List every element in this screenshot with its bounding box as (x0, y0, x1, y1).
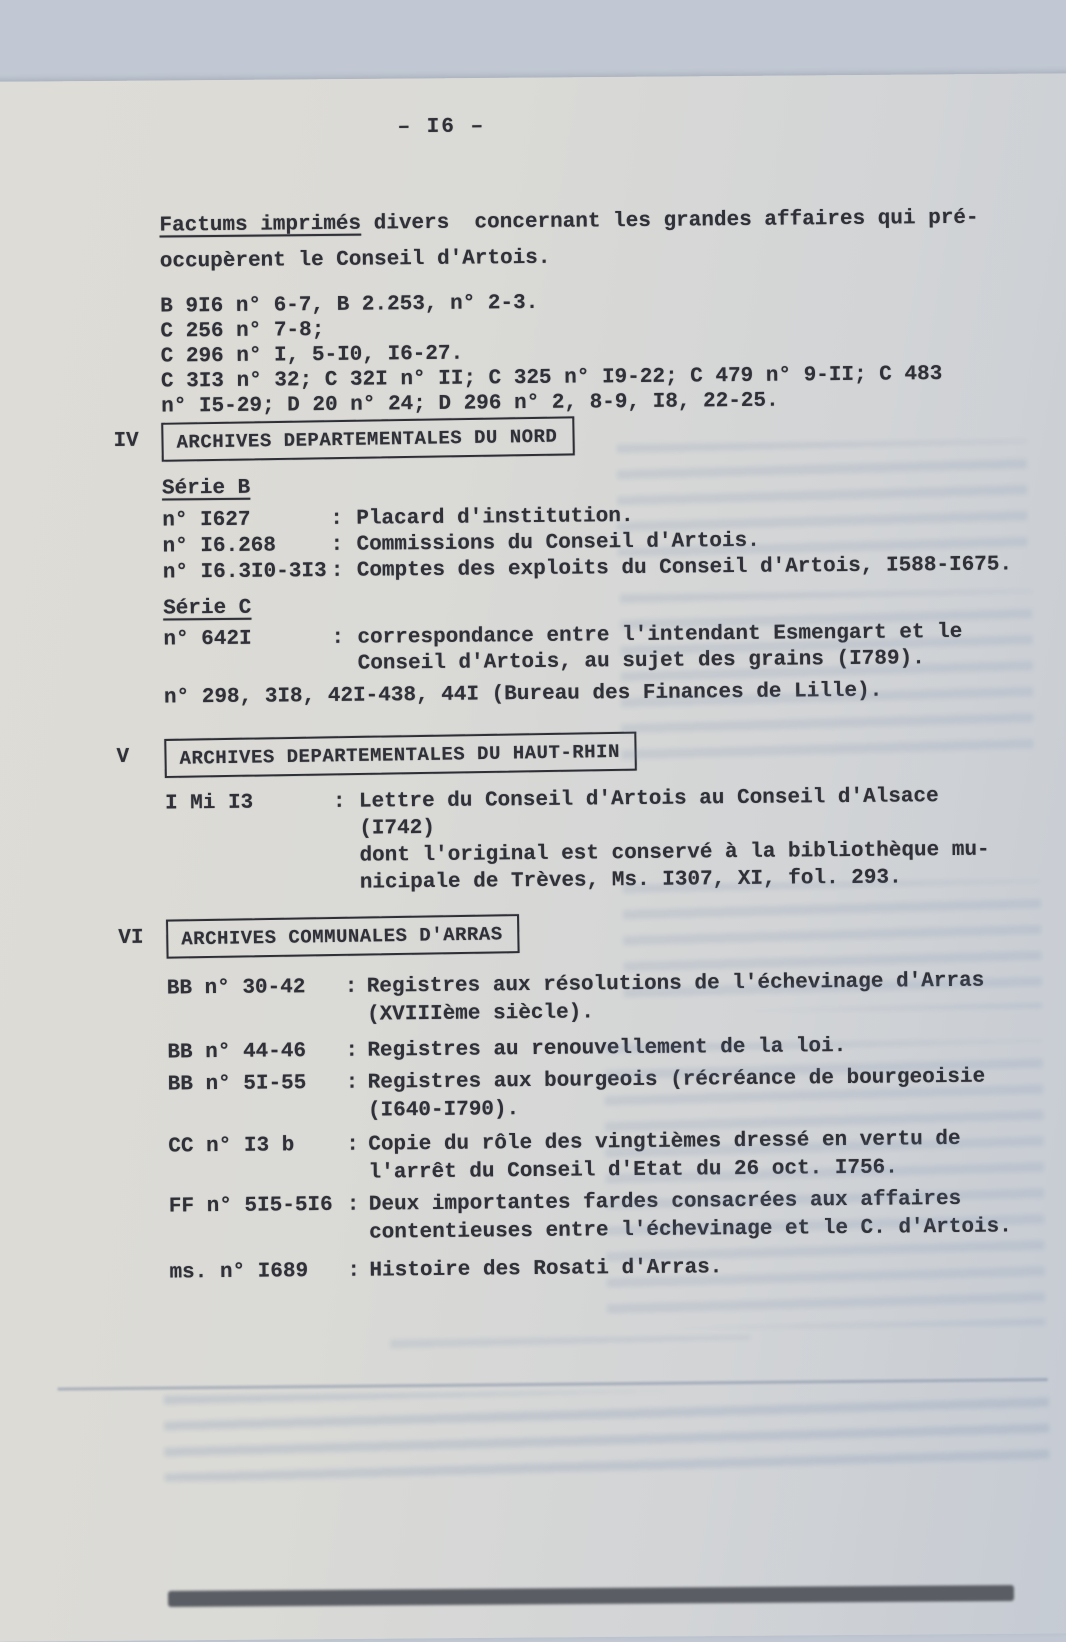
entry-colon: : (330, 559, 344, 583)
section-numeral: V (116, 745, 130, 769)
entry-label: n° I6.268 (162, 534, 277, 559)
entry-colon: : (331, 626, 345, 650)
entry-colon: : (330, 533, 344, 557)
reference-list (160, 286, 1021, 419)
entry-text-line: (I640-I790). (367, 1098, 520, 1123)
intro-lead-rest: divers concernant les grandes affaires qui pré- (360, 206, 979, 236)
entry-text-line: Copie du rôle des vingtièmes dressé en vertu de (368, 1127, 961, 1157)
section-title-box (166, 914, 520, 959)
entry-text-line: Histoire des Rosati d'Arras. (369, 1256, 723, 1283)
intro-line-2: occupèrent le Conseil d'Artois. (159, 246, 551, 274)
series-c-note: n° 298, 3I8, 42I-438, 44I (Bureau des Finances de Lille). (163, 679, 883, 710)
entry-colon: : (346, 1193, 360, 1217)
entry-colon: : (345, 1039, 359, 1063)
entry-text-line: l'arrêt du Conseil d'Etat du 26 oct. I756. (368, 1156, 898, 1185)
entry-text-line: nicipale de Trèves, Ms. I307, XI, fol. 293. (359, 866, 902, 895)
intro-paragraph (159, 200, 1020, 280)
reference-line: n° I5-29; D 20 n° 24; D 296 n° 2, 8-9, I8, 22-25. (161, 389, 779, 419)
bleedthrough-text-ghost (604, 1040, 1045, 1329)
entry-text-line: Placard d'institution. (356, 505, 634, 531)
entry-label: n° I6.3I0-3I3 (162, 559, 327, 585)
entry-colon: : (345, 1071, 359, 1095)
reference-line: C 256 n° 7-8; (160, 318, 325, 344)
bleedthrough-text-ghost (390, 1336, 750, 1359)
entry-colon: : (344, 975, 358, 999)
series-heading-c: Série C (163, 596, 252, 621)
entry-text-line: contentieuses entre l'échevinage et le C. d'Artois. (369, 1215, 1012, 1245)
section-title-box (164, 732, 637, 778)
entry-label: BB n° 30-42 (166, 976, 306, 1001)
entry-label: I Mi I3 (164, 791, 254, 816)
entry-colon: : (346, 1133, 360, 1157)
entry-text-line: Deux importantes fardes consacrées aux affaires (368, 1187, 962, 1217)
entry-text-line: Registres au renouvellement de la loi. (367, 1035, 847, 1063)
entry-text-line: Comptes des exploits du Conseil d'Artois, I588-I675. (356, 553, 1013, 583)
reference-line: C 3I3 n° 32; C 32I n° II; C 325 n° I9-22; C 479 n° 9-II; C 483 (160, 363, 943, 394)
entry-label: FF n° 5I5-5I6 (168, 1193, 333, 1219)
section-numeral: VI (118, 926, 144, 950)
entry-colon: : (347, 1259, 361, 1283)
entry-label: ms. n° I689 (169, 1260, 309, 1285)
entry-colon: : (332, 790, 346, 814)
bleedthrough-text-ghost (617, 440, 1028, 556)
section-title: ARCHIVES DEPARTEMENTALES DU NORD (176, 425, 558, 454)
series-heading-b: Série B (161, 476, 251, 501)
entry-text-line: Conseil d'Artois, au sujet des grains (I789). (357, 647, 925, 676)
bleedthrough-text-ghost (623, 880, 1042, 1012)
page-number: – I6 – (397, 115, 486, 140)
entry-text-line: correspondance entre l'intendant Esmengart et le (357, 620, 963, 650)
bleedthrough-text-ghost (620, 590, 1034, 759)
entry-label: n° I627 (162, 508, 251, 533)
section-numeral: IV (113, 429, 139, 454)
entry-label: BB n° 44-46 (167, 1040, 307, 1065)
bleedthrough-footnote-ghost (164, 1387, 1050, 1481)
entry-text-line: dont l'original est conservé à la bibliothèque mu- (359, 838, 990, 868)
entry-label: n° 642I (163, 627, 252, 652)
section-title-box (161, 416, 574, 461)
entry-colon: : (330, 507, 344, 531)
intro-underlined-term: Factums imprimés (159, 212, 362, 238)
entry-text-line: (XVIIIème siècle). (366, 1001, 595, 1027)
reference-line: C 296 n° I, 5-I0, I6-27. (160, 342, 464, 369)
entry-text-line: Registres aux bourgeois (récréance de bourgeoisie (367, 1065, 986, 1095)
reference-line: B 9I6 n° 6-7, B 2.253, n° 2-3. (160, 291, 539, 319)
entry-label: CC n° I3 b (168, 1134, 295, 1159)
entry-label: BB n° 5I-55 (167, 1072, 307, 1097)
entry-text-line: Commissions du Conseil d'Artois. (356, 529, 760, 557)
entry-text-line: Registres aux résolutions de l'échevinage d'Arras (366, 969, 985, 999)
section-title: ARCHIVES COMMUNALES D'ARRAS (181, 923, 503, 951)
section-title: ARCHIVES DEPARTEMENTALES DU HAUT-RHIN (179, 740, 621, 770)
entry-text-line: Lettre du Conseil d'Artois au Conseil d'Alsace (I742) (358, 784, 952, 841)
